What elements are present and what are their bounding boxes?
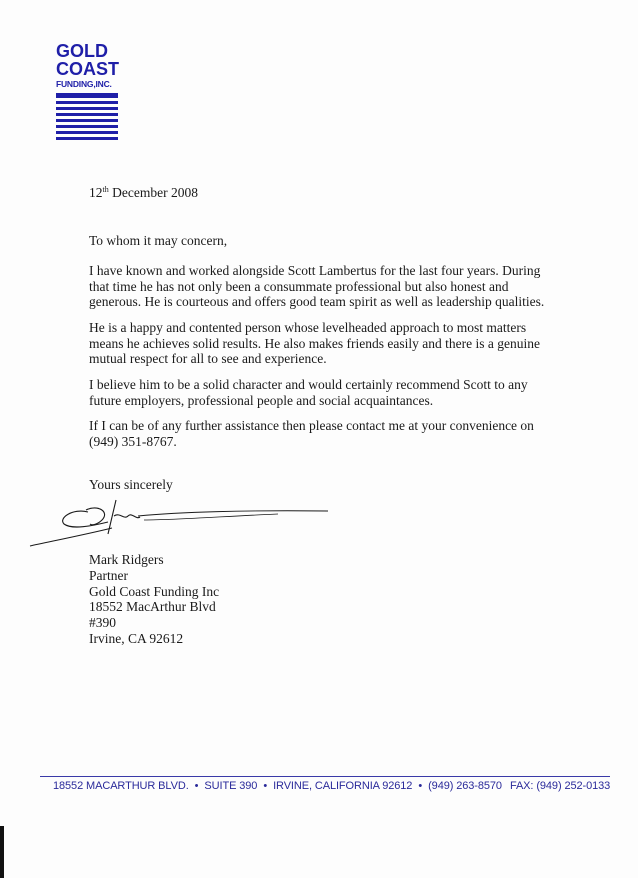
letter-date bbox=[89, 185, 198, 201]
footer-bullet: • bbox=[194, 780, 199, 792]
signer-company: Gold Coast Funding Inc bbox=[89, 583, 220, 599]
logo-stripe bbox=[56, 119, 118, 122]
logo-stripe bbox=[56, 137, 118, 140]
paragraph-2: He is a happy and contented person whose levelheaded approach to most matters means he achieves solid results. He also makes friends easily and there is a genuine mutual respect for all to see and experience. bbox=[89, 320, 540, 366]
signer-address-line-2: #390 bbox=[89, 615, 116, 631]
logo-stripe bbox=[56, 113, 118, 116]
footer-city: IRVINE, CALIFORNIA 92612 bbox=[273, 780, 413, 792]
paragraph-1: I have known and worked alongside Scott Lambertus for the last four years. During that time he has not only been a consummate professional but also honest and generous. He is courteous and offers good team spirit as well as leadership qualities. bbox=[89, 263, 545, 309]
footer-bullet: • bbox=[418, 780, 423, 792]
signer-block bbox=[89, 552, 219, 647]
signer-title: Partner bbox=[89, 567, 128, 583]
logo-word-coast: COAST bbox=[56, 59, 119, 79]
logo-word-gold: GOLD bbox=[56, 41, 108, 61]
date-day: 12 bbox=[89, 185, 103, 200]
company-logo bbox=[56, 42, 120, 143]
footer-suite: SUITE 390 bbox=[204, 780, 258, 792]
letterhead-footer bbox=[53, 780, 610, 792]
footer-fax: FAX: (949) 252-0133 bbox=[509, 780, 611, 792]
footer-divider bbox=[40, 776, 610, 777]
logo-stripe bbox=[56, 131, 118, 134]
salutation: To whom it may concern, bbox=[89, 233, 228, 248]
footer-bullet: • bbox=[263, 780, 268, 792]
logo-stripe bbox=[56, 101, 118, 104]
paragraph-3: I believe him to be a solid character and would certainly recommend Scott to any future employers, professional people and social acquaintances. bbox=[89, 377, 528, 408]
logo-stripe bbox=[56, 107, 118, 110]
date-suffix: th bbox=[102, 185, 109, 194]
scan-edge-mark bbox=[0, 826, 4, 878]
handwritten-signature bbox=[28, 490, 338, 550]
signer-address-line-1: 18552 MacArthur Blvd bbox=[89, 599, 216, 615]
closing: Yours sincerely bbox=[89, 477, 173, 492]
logo-word-funding: FUNDING,INC. bbox=[56, 79, 112, 89]
signer-name: Mark Ridgers bbox=[89, 552, 164, 567]
signer-city: Irvine, CA 92612 bbox=[89, 630, 184, 646]
paragraph-4: If I can be of any further assistance then please contact me at your convenience on (949) 351-8767. bbox=[89, 418, 534, 449]
logo-stripes bbox=[56, 93, 118, 140]
logo-stripe bbox=[56, 93, 118, 98]
footer-phone: (949) 263-8570 bbox=[428, 780, 502, 792]
date-month-year: December 2008 bbox=[108, 185, 198, 200]
logo-stripe bbox=[56, 125, 118, 128]
footer-street: 18552 MACARTHUR BLVD. bbox=[53, 780, 189, 792]
